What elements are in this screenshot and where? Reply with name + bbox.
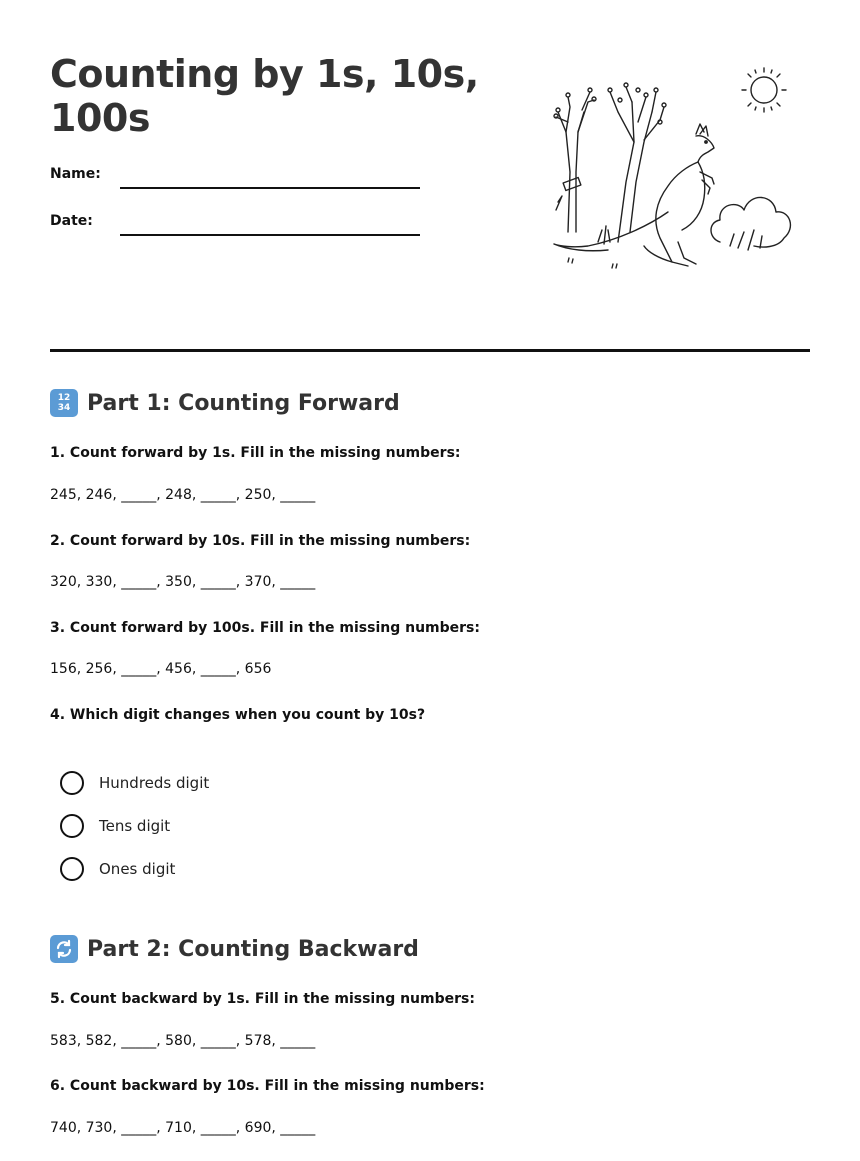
option-label: Ones digit xyxy=(99,860,176,878)
option-tens-digit[interactable] xyxy=(60,814,170,838)
option-label: Tens digit xyxy=(99,817,171,835)
name-label: Name: xyxy=(50,166,101,182)
question-5-prompt: 5. Count backward by 1s. Fill in the missing numbers: xyxy=(50,991,475,1007)
part1-heading-text: Part 1: Counting Forward xyxy=(87,390,400,416)
part1-heading xyxy=(50,389,400,417)
radio-button[interactable] xyxy=(60,857,84,881)
radio-button[interactable] xyxy=(60,814,84,838)
question-6-prompt: 6. Count backward by 10s. Fill in the missing numbers: xyxy=(50,1078,485,1094)
radio-button[interactable] xyxy=(60,771,84,795)
question-3-prompt: 3. Count forward by 100s. Fill in the missing numbers: xyxy=(50,620,480,636)
question-5-sequence: 583, 582, _____, 580, _____, 578, _____ xyxy=(50,1033,316,1049)
header-divider xyxy=(50,349,810,352)
bush-icon xyxy=(711,197,790,250)
option-hundreds-digit[interactable] xyxy=(60,771,209,795)
worksheet-title: Counting by 1s, 10s, 100s xyxy=(50,52,479,140)
part2-heading xyxy=(50,935,419,963)
part2-heading-text: Part 2: Counting Backward xyxy=(87,936,419,962)
sun-icon xyxy=(742,68,786,112)
kangaroo-illustration-icon xyxy=(548,62,798,272)
question-3-sequence: 156, 256, _____, 456, _____, 656 xyxy=(50,661,272,677)
date-field-line[interactable] xyxy=(120,234,420,236)
date-label: Date: xyxy=(50,213,93,229)
option-ones-digit[interactable] xyxy=(60,857,175,881)
question-2-sequence: 320, 330, _____, 350, _____, 370, _____ xyxy=(50,574,316,590)
input-numbers-emoji-icon: 12 34 xyxy=(50,389,78,417)
counterclockwise-arrows-emoji-icon xyxy=(50,935,78,963)
question-6-sequence: 740, 730, _____, 710, _____, 690, _____ xyxy=(50,1120,316,1136)
question-2-prompt: 2. Count forward by 10s. Fill in the missing numbers: xyxy=(50,533,471,549)
question-4-prompt: 4. Which digit changes when you count by 10s? xyxy=(50,707,426,723)
name-field-line[interactable] xyxy=(120,187,420,189)
option-label: Hundreds digit xyxy=(99,774,210,792)
tree-icon xyxy=(554,88,596,232)
question-1-prompt: 1. Count forward by 1s. Fill in the missing numbers: xyxy=(50,445,461,461)
question-1-sequence: 245, 246, _____, 248, _____, 250, _____ xyxy=(50,487,316,503)
